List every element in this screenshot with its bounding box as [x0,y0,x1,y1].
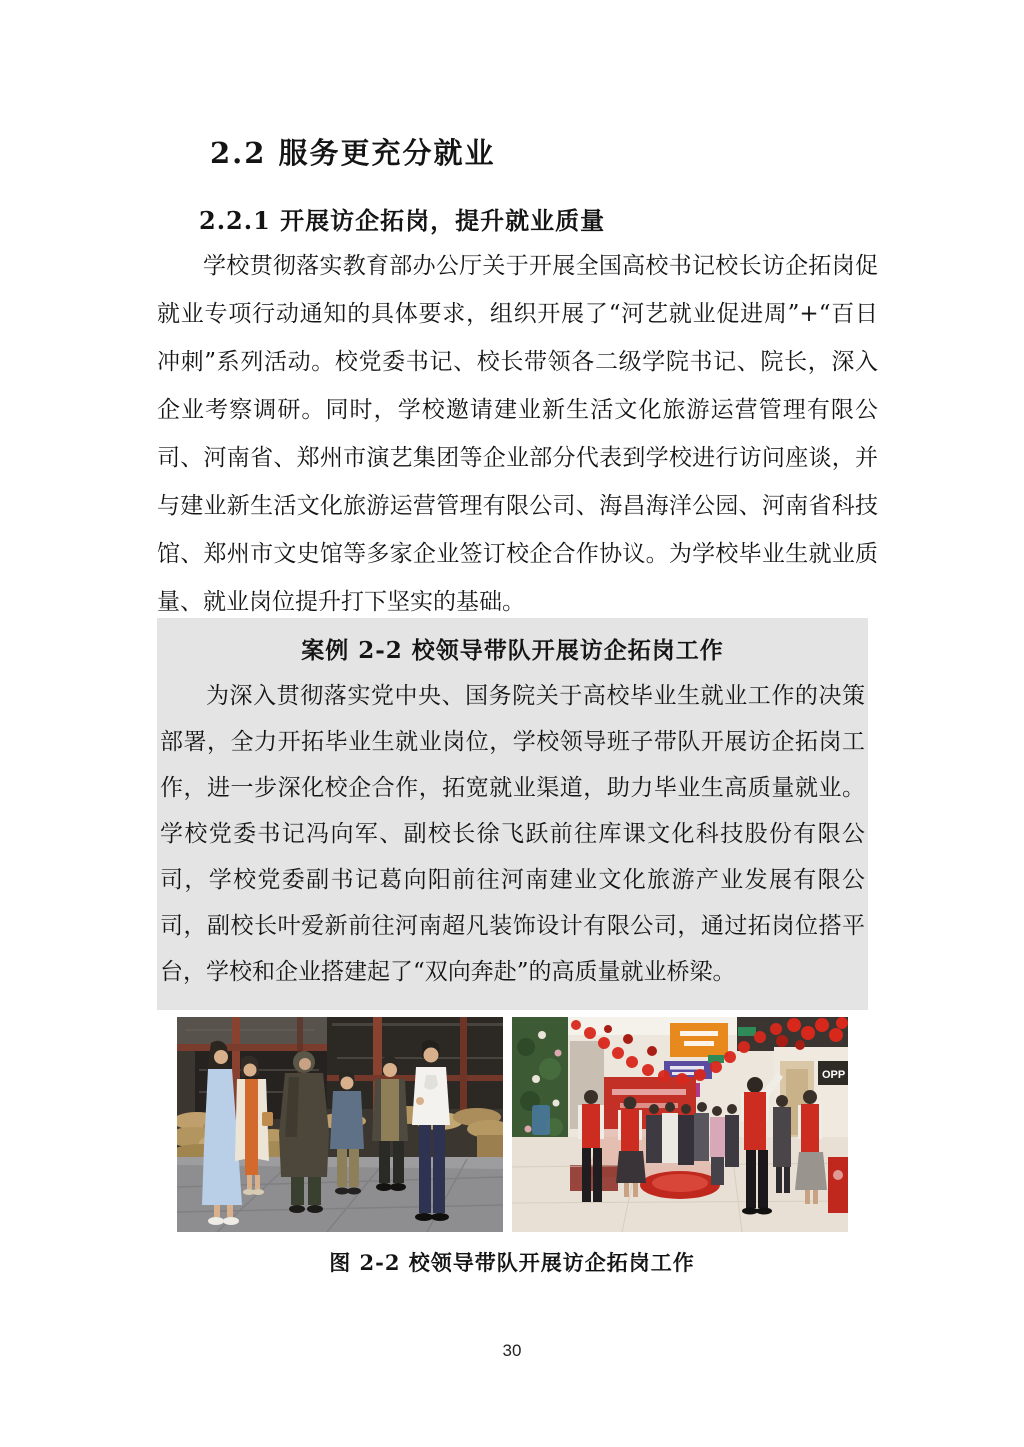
opp-store-sign [818,1061,848,1085]
section-heading: 2.2 服务更充分就业 [210,136,496,170]
right-photo [512,1017,848,1232]
page-number: 30 [502,1341,522,1360]
body-paragraph: 学校贯彻落实教育部办公厅关于开展全国高校书记校长访企拓岗促就业专项行动通知的具体要求，组织开展了“河艺就业促进周”+“百日冲刺”系列活动。校党委书记、校长带领各二级学院书记、院长，深入企业考察调研。同时，学校邀请建业新生活文化旅游运营管理有限公司、河南省、郑州市演艺集团等企业部分代表到学校进行访问座谈，并与建业新生活文化旅游运营管理有限公司、海昌海洋公园、河南省科技馆、郑州市文史馆等多家企业签订校企合作协议。为学校毕业生就业质量、就业岗位提升打下坚实的基础。 [157,253,878,615]
figure-photos [177,1017,848,1232]
case-box-title: 案例 2-2 校领导带队开展访企拓岗工作 [301,637,724,664]
red-standee [828,1157,848,1213]
left-photo [177,1017,503,1232]
case-box [157,618,868,1010]
subsection-heading: 2.2.1 开展访企拓岗，提升就业质量 [199,206,606,235]
figure-caption: 图 2-2 校领导带队开展访企拓岗工作 [329,1250,695,1275]
case-box-paragraph: 为深入贯彻落实党中央、国务院关于高校毕业生就业工作的决策部署，全力开拓毕业生就业岗位，学校领导班子带队开展访企拓岗工作，进一步深化校企合作，拓宽就业渠道，助力毕业生高质量就业。学校党委书记冯向军、副校长徐飞跃前往库课文化科技股份有限公司，学校党委副书记葛向阳前往河南建业文化旅游产业发展有限公司，副校长叶爱新前往河南超凡装饰设计有限公司，通过拓岗位搭平台，学校和企业搭建起了“双向奔赴”的高质量就业桥梁。 [160,683,865,985]
store-sign-text: OPP [822,1069,846,1081]
